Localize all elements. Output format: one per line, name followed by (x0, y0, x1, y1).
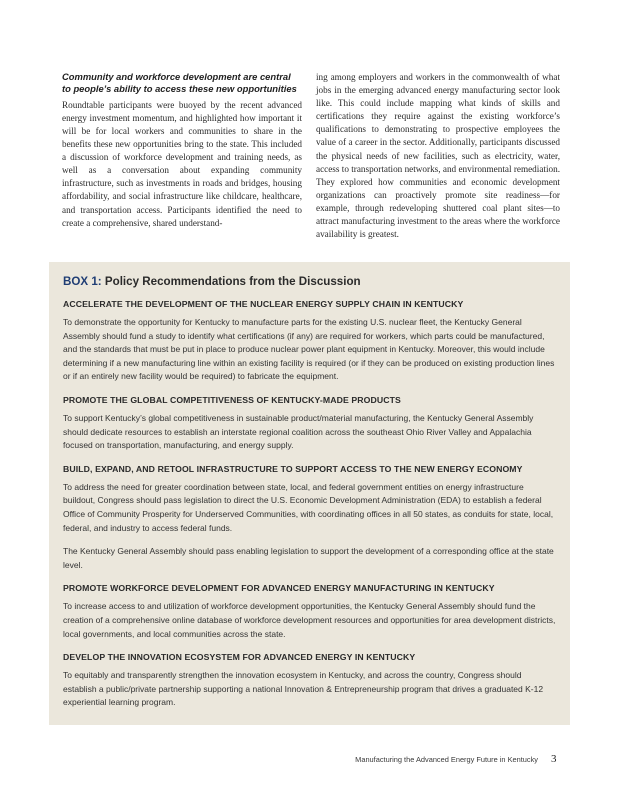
box-label: BOX 1: (63, 275, 102, 288)
section-heading: Community and workforce development are central to people’s ability to access these new opportunities (62, 71, 297, 95)
article-column-left (62, 71, 302, 230)
footer-title: Manufacturing the Advanced Energy Future in Kentucky (355, 755, 538, 764)
recommendation-text: To equitably and transparently strengthen the innovation ecosystem in Kentucky, and across the country, Congress should establish a public/private partnership supporting a national Innovation & Entrepreneurship program that drives a graduated K-12 experiential learning program. (63, 670, 544, 708)
body-paragraph: Roundtable participants were buoyed by the recent advanced energy investment momentum, and highlighted how important it will be for local workers and communities to share in the benefits these new opportunities bring to the state. This included a discussion of workforce development and training needs, as well as a conversation about expanding community infrastructure, such as investments in roads and bridges, housing affordability, and social infrastructure like childcare, healthcare, and transportation access. Participants identified the need to create a comprehensive, shared understand- (62, 99, 302, 228)
recommendation-text: To support Kentucky’s global competitiveness in sustainable product/material manufacturing, the Kentucky General Assembly should dedicate resources to establish an interstate regional coalition across the southeast Ohio River Valley and Appalachia focused on transportation, manufacturing, and energy supply. (63, 412, 534, 451)
article-column-right (316, 71, 560, 241)
recommendation-text: To demonstrate the opportunity for Kentucky to manufacture parts for the existing U.S. nuclear fleet, the Kentucky General Assembly should fund a study to identify what certifications (if any) are required for workers, which parts could be manufactured, and the standards that must be put in place to produce nuclear power plant equipment in Kentucky. Moreover, this would include determining if a new manufacturing line within an existing facility is required (or if they can be produced on existing production lines or if an entirely new facility would be required) to fabricate the equipment. (63, 317, 555, 382)
body-paragraph: ing among employers and workers in the commonwealth of what jobs in the emerging advanced energy manufacturing sector look like. This could include mapping what kinds of skills and certifications they require against the existing workforce’s qualifications to demonstrating to prospective employees the value of a career in the sector. Additionally, participants discussed the physical needs of new facilities, such as electricity, water, access to transportation networks, and environmental remediation. They explored how communities and economic development organizations can proactively promote site readiness—for example, through redeveloping shuttered coal plant sites—to attract manufacturing investment to the areas where the workforce availability is greatest. (316, 72, 560, 240)
recommendation-text: To increase access to and utilization of workforce development opportunities, the Kentucky General Assembly should fund the creation of a comprehensive online database of workforce development resources and opportunities for area development districts, local governments, and local communities across the state. (63, 601, 556, 639)
recommendation-heading: ACCELERATE THE DEVELOPMENT OF THE NUCLEAR ENERGY SUPPLY CHAIN IN KENTUCKY (63, 299, 464, 309)
recommendation-heading: BUILD, EXPAND, AND RETOOL INFRASTRUCTURE TO SUPPORT ACCESS TO THE NEW ENERGY ECONOMY (63, 463, 523, 474)
policy-recommendations-box (49, 262, 570, 725)
recommendation-text: The Kentucky General Assembly should pass enabling legislation to support the development of a corresponding office at the state level. (63, 546, 554, 570)
box-title (63, 274, 556, 289)
box-title-text: Policy Recommendations from the Discussion (101, 275, 361, 288)
recommendation-heading: PROMOTE WORKFORCE DEVELOPMENT FOR ADVANCED ENERGY MANUFACTURING IN KENTUCKY (63, 583, 495, 594)
recommendation-text: To address the need for greater coordination between state, local, and federal government entities on energy infrastructure buildout, Congress should pass legislation to direct the U.S. Economic Development Administration (EDA) to establish a federal Office of Community Prosperity for Underserved Communities, with coordinating offices in all 50 states, as conduits for state, local, federal, and industry to access federal funds. (63, 481, 554, 533)
page-number: 3 (551, 753, 557, 765)
recommendation-heading: PROMOTE THE GLOBAL COMPETITIVENESS OF KENTUCKY-MADE PRODUCTS (63, 394, 401, 405)
recommendation-heading: DEVELOP THE INNOVATION ECOSYSTEM FOR ADVANCED ENERGY IN KENTUCKY (63, 652, 416, 663)
